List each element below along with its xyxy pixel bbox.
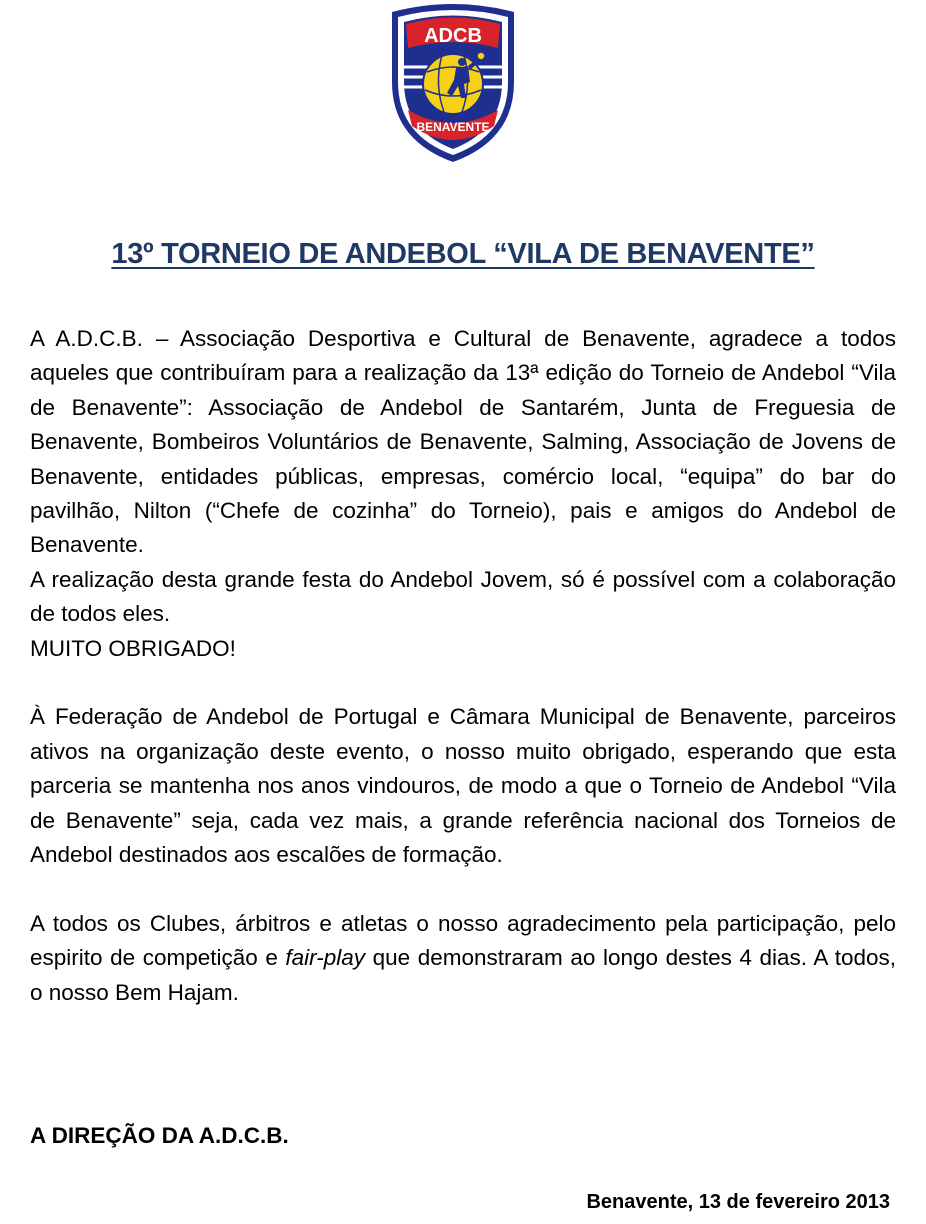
letter-body — [30, 322, 896, 1010]
signature: A DIREÇÃO DA A.D.C.B. — [30, 1123, 289, 1148]
thank-you-line: MUITO OBRIGADO! — [30, 635, 236, 661]
adcb-logo — [382, 2, 524, 164]
page-title: 13º TORNEIO DE ANDEBOL “VILA DE BENAVENTE” — [111, 238, 815, 270]
logo-top-text: ADCB — [424, 25, 482, 47]
clubs-paragraph — [30, 907, 896, 1010]
date-line: Benavente, 13 de fevereiro 2013 — [586, 1191, 890, 1213]
collaboration-paragraph: A realização desta grande festa do Andebol Jovem, só é possível com a colaboração de todos eles. — [30, 566, 896, 627]
federation-paragraph: À Federação de Andebol de Portugal e Câmara Municipal de Benavente, parceiros ativos na organização deste evento, o nosso muito obrigado, esperando que esta parceria se mantenha nos anos vindouros, de modo a que o Torneio de Andebol “Vila de Benavente” seja, cada vez mais, a grande referência nacional dos Torneios de Andebol destinados aos escalões de formação. — [30, 704, 896, 868]
clubs-text-a: A todos os Clubes, árbitros e atletas o nosso agradecimento pela participação, pelo espirito de competição e — [30, 910, 896, 971]
thanks-paragraph: A A.D.C.B. – Associação Desportiva e Cultural de Benavente, agradece a todos aqueles que contribuíram para a realização da 13ª edição do Torneio de Andebol “Vila de Benavente”: Associação de Andebol de Santarém, Junta de Freguesia de Benavente, Bombeiros Voluntários de Benavente, Salming, Associação de Jovens de Benavente, entidades públicas, empresas, comércio local, “equipa” do bar do pavilhão, Nilton (“Chefe de cozinha” do Torneio), pais e amigos do Andebol de Benavente. — [30, 326, 896, 558]
clubs-text-b: que demonstraram ao longo destes 4 dias. A todos, o nosso Bem Hajam. — [30, 945, 896, 1005]
logo-bottom-text: BENAVENTE — [416, 120, 490, 134]
fair-play-text: fair-play — [285, 945, 366, 971]
